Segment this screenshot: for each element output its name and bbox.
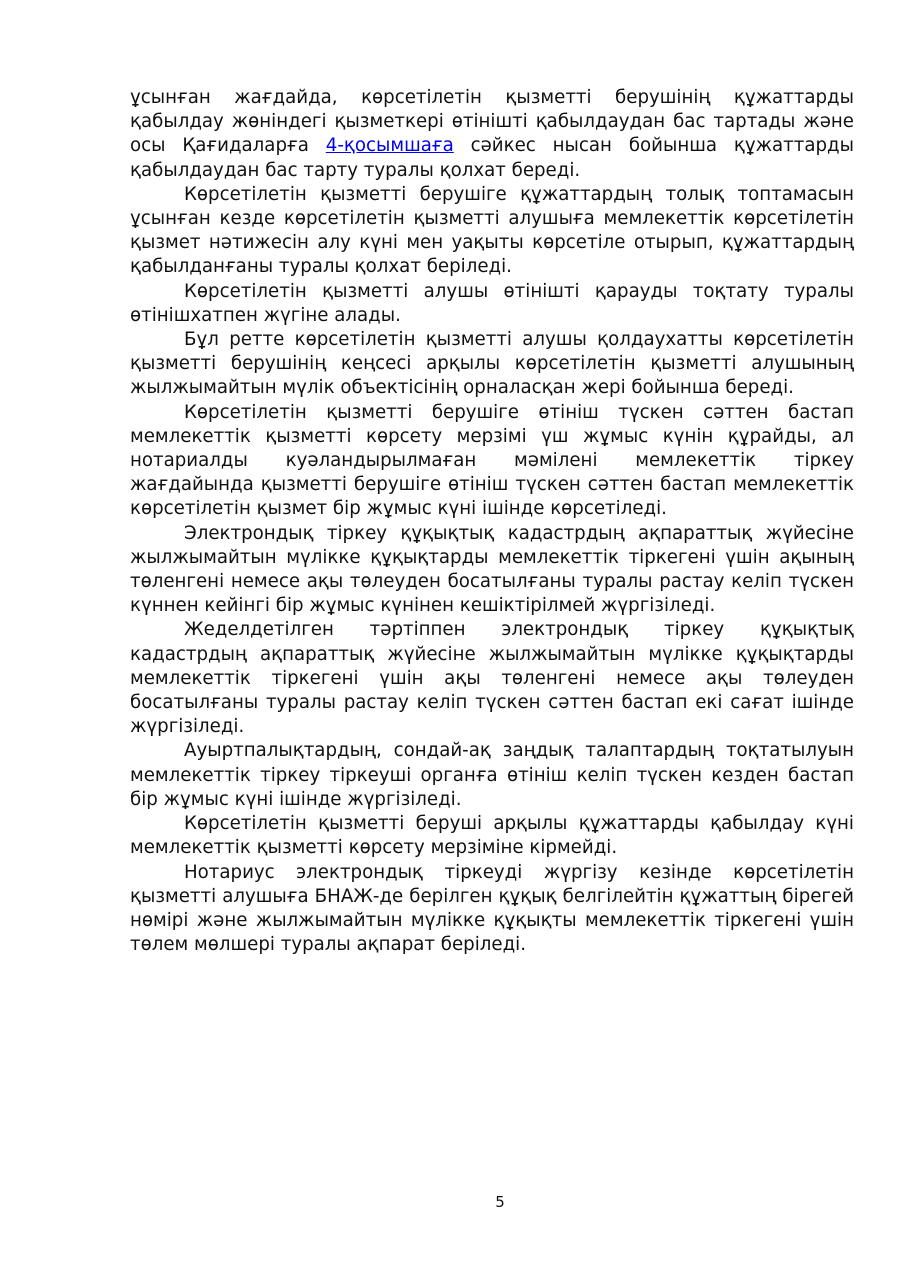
paragraph-1-text-after-link: сәйкес нысан бойынша құжаттарды қабылдаудан бас тарту туралы қолхат береді.	[130, 135, 854, 181]
paragraph-5: Көрсетілетін қызметті берушіге өтініш түскен сәттен бастап мемлекеттік қызметті көрсету мерзімі үш жұмыс күнін құрайды, ал нотариалды куәландырылмаған мәмілені мемлекеттік тіркеу жағдайында қызметті берушіге өтініш түскен сәттен бастап мемлекеттік көрсетілетін қызмет бір жұмыс күні ішінде көрсетіледі.	[130, 401, 854, 520]
paragraph-10: Нотариус электрондық тіркеуді жүргізу кезінде көрсетілетін қызметті алушыға БНАЖ-де берілген құқық белгілейтін құжаттың бірегей нөмірі және жылжымайтын мүлікке құқықты мемлекеттік тіркегені үшін төлем мөлшері туралы ақпарат беріледі.	[130, 861, 854, 956]
paragraph-2: Көрсетілетін қызметті берушіге құжаттардың толық топтамасын ұсынған кезде көрсетілетін қызметті алушыға мемлекеттік көрсетілетін қызмет нәтижесін алу күні мен уақыты көрсетіле отырып, құжаттардың қабылданғаны туралы қолхат беріледі.	[130, 183, 854, 278]
paragraph-3: Көрсетілетін қызметті алушы өтінішті қарауды тоқтату туралы өтінішхатпен жүгіне алады.	[130, 280, 854, 326]
paragraph-8: Ауыртпалықтардың, сондай-ақ заңдық талаптардың тоқтатылуын мемлекеттік тіркеу тіркеуші органға өтініш келіп түскен кезден бастап бір жұмыс күні ішінде жүргізіледі.	[130, 740, 854, 810]
page-number: 5	[495, 1193, 505, 1211]
appendix-4-link[interactable]: 4-қосымшаға	[325, 135, 454, 157]
document-body	[130, 86, 854, 957]
paragraph-9: Көрсетілетін қызметті беруші арқылы құжаттарды қабылдау күні мемлекеттік қызметті көрсету мерзіміне кірмейді.	[130, 813, 854, 859]
paragraph-7: Жеделдетілген тәртіппен электрондық тіркеу құқықтық кадастрдың ақпараттық жүйесіне жылжымайтын мүлікке құқықтарды мемлекеттік тіркегені үшін ақы төленгені немесе ақы төлеуден босатылғаны туралы растау келіп түскен сәттен бастап екі сағат ішінде жүргізіледі.	[130, 619, 854, 738]
paragraph-1	[130, 86, 854, 183]
paragraph-6: Электрондық тіркеу құқықтық кадастрдың ақпараттық жүйесіне жылжымайтын мүлікке құқықтарды мемлекеттік тіркегені үшін ақының төленгені немесе ақы төлеуден босатылғаны туралы растау келіп түскен күннен кейінгі бір жұмыс күнінен кешіктірілмей жүргізіледі.	[130, 522, 854, 617]
paragraph-4: Бұл ретте көрсетілетін қызметті алушы қолдаухатты көрсетілетін қызметті берушінің кеңсесі арқылы көрсетілетін қызметті алушының жылжымайтын мүлік объектісінің орналасқан жері бойынша береді.	[130, 329, 854, 399]
paragraph-1-text-before-link: ұсынған жағдайда, көрсетілетін қызметті берушінің құжаттарды қабылдау жөніндегі қызметкері өтінішті қабылдаудан бас тартады және осы Қағидаларға	[130, 87, 854, 157]
